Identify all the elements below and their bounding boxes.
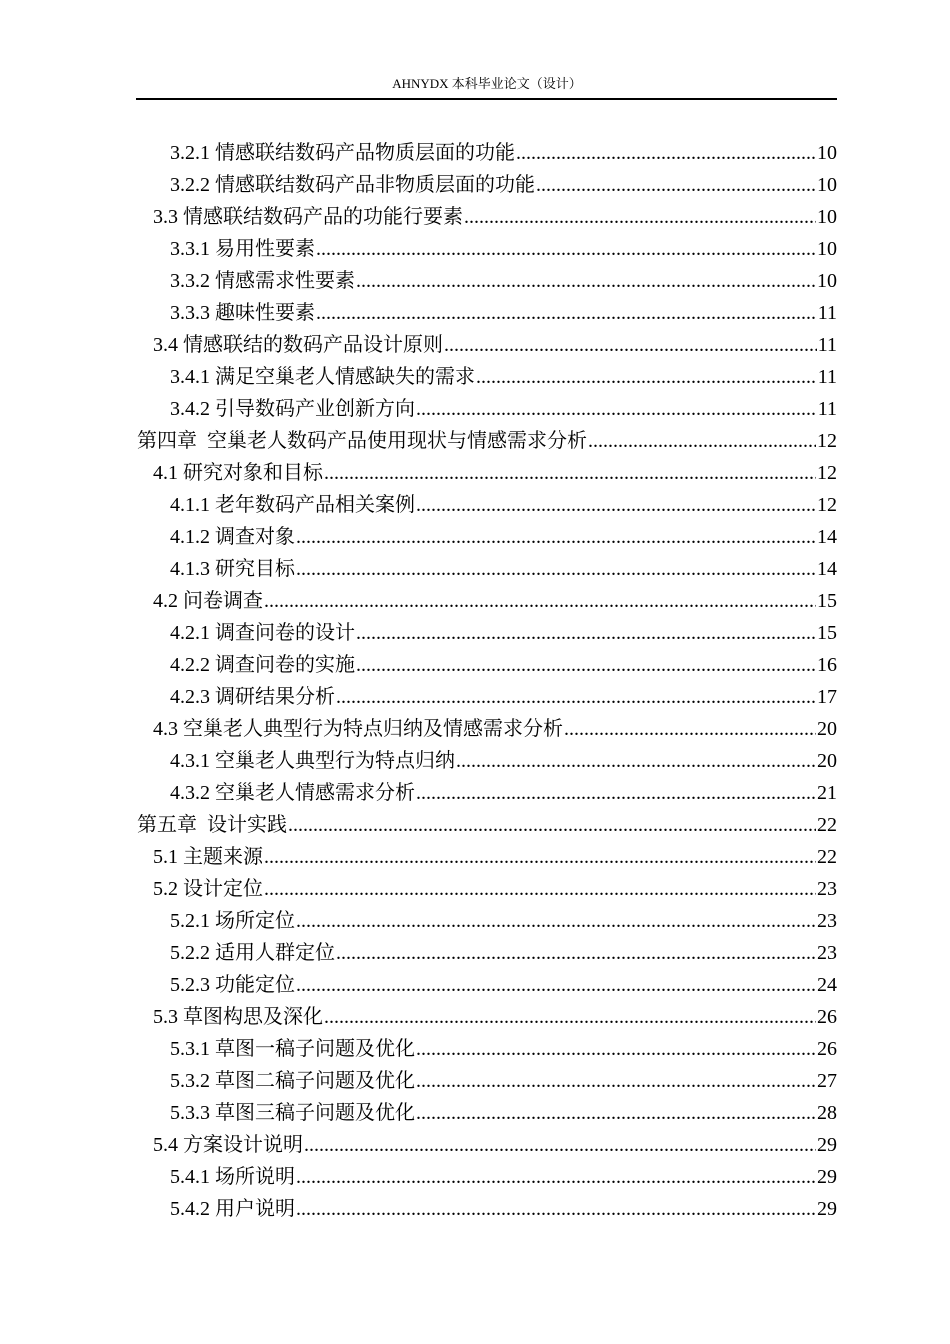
toc-dot-leader: [416, 1065, 816, 1097]
toc-entry[interactable]: [0, 1161, 837, 1193]
toc-dot-leader: [324, 1001, 816, 1033]
toc-entry-number: 4.3.1: [170, 750, 215, 772]
toc-entry-page-number: 29: [817, 1198, 837, 1220]
toc-dot-leader: [264, 585, 816, 617]
toc-dot-leader: [516, 137, 816, 169]
toc-entry-title: 空巢老人典型行为特点归纳: [215, 750, 455, 772]
toc-entry[interactable]: [0, 489, 837, 521]
toc-dot-leader: [336, 681, 816, 713]
table-of-contents: [0, 137, 950, 1225]
toc-entry-number: 4.2.3: [170, 686, 215, 708]
toc-entry-page-number: 20: [817, 750, 837, 772]
toc-entry-title: 调查问卷的实施: [215, 654, 355, 676]
toc-entry-page-number: 26: [817, 1006, 837, 1028]
toc-entry-page-number: 26: [817, 1038, 837, 1060]
toc-entry[interactable]: [0, 393, 837, 425]
toc-entry-number: 5.2.1: [170, 910, 215, 932]
toc-entry-title: 研究目标: [215, 558, 295, 580]
toc-entry-title: 空巢老人情感需求分析: [215, 782, 415, 804]
toc-dot-leader: [356, 649, 816, 681]
toc-dot-leader: [316, 233, 816, 265]
toc-entry-number: 4.2.2: [170, 654, 215, 676]
toc-entry-number: 3.4.1: [170, 366, 215, 388]
toc-entry-page-number: 11: [817, 366, 837, 388]
toc-entry-number: 5.2.2: [170, 942, 215, 964]
toc-entry-number: 3.3.1: [170, 238, 215, 260]
toc-entry-number: 4.2: [153, 590, 183, 612]
toc-entry-title: 老年数码产品相关案例: [215, 494, 415, 516]
toc-entry[interactable]: [0, 137, 837, 169]
toc-entry-page-number: 23: [817, 910, 837, 932]
toc-dot-leader: [416, 1033, 816, 1065]
toc-entry-number: 4.3: [153, 718, 183, 740]
toc-entry-number: 5.4: [153, 1134, 183, 1156]
toc-entry[interactable]: [0, 937, 837, 969]
toc-entry[interactable]: [0, 265, 837, 297]
toc-entry[interactable]: [0, 713, 837, 745]
toc-entry-title: 情感联结数码产品的功能行要素: [183, 206, 463, 228]
toc-entry-number: 5.3.3: [170, 1102, 215, 1124]
toc-dot-leader: [296, 521, 816, 553]
toc-entry-title: 调查对象: [215, 526, 295, 548]
toc-entry-title: 草图三稿子问题及优化: [215, 1102, 415, 1124]
toc-entry[interactable]: [0, 681, 837, 713]
toc-entry[interactable]: [0, 425, 837, 457]
toc-dot-leader: [296, 969, 816, 1001]
toc-entry-number: 4.2.1: [170, 622, 215, 644]
toc-entry-title: 场所说明: [215, 1166, 295, 1188]
toc-entry-page-number: 14: [817, 558, 837, 580]
toc-dot-leader: [264, 841, 816, 873]
toc-entry-page-number: 10: [817, 238, 837, 260]
toc-dot-leader: [296, 905, 816, 937]
toc-dot-leader: [444, 329, 817, 361]
toc-entry-title: 引导数码产业创新方向: [215, 398, 415, 420]
toc-entry[interactable]: [0, 521, 837, 553]
toc-dot-leader: [336, 937, 816, 969]
toc-entry-number: 5.4.1: [170, 1166, 215, 1188]
toc-entry-number: 第四章: [137, 430, 207, 452]
toc-entry-number: 5.3.1: [170, 1038, 215, 1060]
toc-entry-title: 方案设计说明: [183, 1134, 303, 1156]
toc-dot-leader: [356, 265, 816, 297]
toc-entry-page-number: 20: [817, 718, 837, 740]
toc-entry[interactable]: [0, 969, 837, 1001]
toc-entry[interactable]: [0, 201, 837, 233]
toc-entry-title: 草图构思及深化: [183, 1006, 323, 1028]
toc-entry-page-number: 10: [817, 174, 837, 196]
toc-entry-title: 情感需求性要素: [215, 270, 355, 292]
toc-dot-leader: [536, 169, 816, 201]
toc-dot-leader: [356, 617, 816, 649]
toc-entry[interactable]: [0, 649, 837, 681]
toc-entry-title: 空巢老人典型行为特点归纳及情感需求分析: [183, 718, 563, 740]
toc-entry-title: 场所定位: [215, 910, 295, 932]
toc-entry-page-number: 27: [817, 1070, 837, 1092]
toc-dot-leader: [416, 489, 816, 521]
toc-entry-title: 主题来源: [183, 846, 263, 868]
toc-entry[interactable]: [0, 1193, 837, 1225]
toc-entry[interactable]: [0, 329, 837, 361]
toc-entry[interactable]: [0, 233, 837, 265]
toc-dot-leader: [316, 297, 817, 329]
toc-entry-title: 易用性要素: [215, 238, 315, 260]
toc-entry[interactable]: [0, 361, 837, 393]
toc-entry-page-number: 23: [817, 878, 837, 900]
toc-entry[interactable]: [0, 553, 837, 585]
toc-entry-page-number: 10: [817, 206, 837, 228]
toc-entry[interactable]: [0, 745, 837, 777]
toc-entry-page-number: 29: [817, 1166, 837, 1188]
toc-entry-number: 4.1.2: [170, 526, 215, 548]
toc-entry-title: 适用人群定位: [215, 942, 335, 964]
toc-entry-number: 4.1.1: [170, 494, 215, 516]
toc-entry-page-number: 16: [817, 654, 837, 676]
toc-entry-title: 设计实践: [207, 814, 287, 836]
toc-dot-leader: [296, 553, 816, 585]
toc-dot-leader: [416, 777, 816, 809]
toc-entry-number: 5.2.3: [170, 974, 215, 996]
toc-entry[interactable]: [0, 169, 837, 201]
toc-entry-page-number: 11: [817, 398, 837, 420]
toc-entry-title: 草图二稿子问题及优化: [215, 1070, 415, 1092]
toc-entry[interactable]: [0, 777, 837, 809]
toc-entry-page-number: 14: [817, 526, 837, 548]
toc-entry-page-number: 15: [817, 622, 837, 644]
toc-entry-number: 3.2.2: [170, 174, 215, 196]
toc-entry-title: 草图一稿子问题及优化: [215, 1038, 415, 1060]
toc-entry[interactable]: [0, 1129, 837, 1161]
toc-entry-title: 用户说明: [215, 1198, 295, 1220]
toc-dot-leader: [296, 1193, 816, 1225]
toc-entry[interactable]: [0, 1097, 837, 1129]
toc-entry-page-number: 24: [817, 974, 837, 996]
toc-entry-page-number: 29: [817, 1134, 837, 1156]
toc-entry-number: 3.4.2: [170, 398, 215, 420]
toc-dot-leader: [416, 393, 817, 425]
toc-entry-page-number: 22: [817, 846, 837, 868]
toc-entry-number: 4.1.3: [170, 558, 215, 580]
toc-entry-title: 功能定位: [215, 974, 295, 996]
toc-entry-title: 设计定位: [183, 878, 263, 900]
toc-entry[interactable]: [0, 585, 837, 617]
toc-entry-number: 3.2.1: [170, 142, 215, 164]
toc-entry[interactable]: [0, 457, 837, 489]
toc-entry[interactable]: [0, 1033, 837, 1065]
toc-entry[interactable]: [0, 617, 837, 649]
toc-dot-leader: [264, 873, 816, 905]
page-header: AHNYDX 本科毕业论文（设计）: [392, 76, 582, 91]
toc-entry-title: 情感联结的数码产品设计原则: [183, 334, 443, 356]
toc-entry-page-number: 12: [817, 430, 837, 452]
toc-entry-title: 问卷调查: [183, 590, 263, 612]
toc-dot-leader: [456, 745, 816, 777]
toc-entry-page-number: 15: [817, 590, 837, 612]
toc-dot-leader: [304, 1129, 816, 1161]
toc-entry-number: 4.3.2: [170, 782, 215, 804]
toc-entry-title: 情感联结数码产品物质层面的功能: [215, 142, 515, 164]
toc-entry-number: 5.1: [153, 846, 183, 868]
toc-entry-number: 5.2: [153, 878, 183, 900]
toc-entry-title: 研究对象和目标: [183, 462, 323, 484]
toc-entry-number: 3.4: [153, 334, 183, 356]
toc-entry[interactable]: [0, 809, 837, 841]
toc-entry-page-number: 28: [817, 1102, 837, 1124]
toc-dot-leader: [324, 457, 816, 489]
toc-entry-page-number: 21: [817, 782, 837, 804]
toc-entry[interactable]: [0, 873, 837, 905]
toc-entry-page-number: 22: [817, 814, 837, 836]
toc-entry-number: 3.3.3: [170, 302, 215, 324]
toc-dot-leader: [296, 1161, 816, 1193]
toc-entry-title: 情感联结数码产品非物质层面的功能: [215, 174, 535, 196]
toc-entry-page-number: 11: [817, 302, 837, 324]
toc-entry-page-number: 17: [817, 686, 837, 708]
toc-entry-number: 第五章: [137, 814, 207, 836]
toc-entry-page-number: 12: [817, 462, 837, 484]
toc-dot-leader: [564, 713, 816, 745]
toc-entry[interactable]: [0, 1001, 837, 1033]
toc-entry-page-number: 11: [817, 334, 837, 356]
toc-entry[interactable]: [0, 905, 837, 937]
toc-entry-number: 5.4.2: [170, 1198, 215, 1220]
toc-dot-leader: [588, 425, 816, 457]
toc-entry-title: 调查问卷的设计: [215, 622, 355, 644]
header-divider: [136, 98, 837, 100]
toc-entry[interactable]: [0, 1065, 837, 1097]
toc-entry-number: 5.3: [153, 1006, 183, 1028]
toc-entry-number: 3.3: [153, 206, 183, 228]
toc-entry-title: 调研结果分析: [215, 686, 335, 708]
toc-dot-leader: [464, 201, 816, 233]
toc-entry-title: 空巢老人数码产品使用现状与情感需求分析: [207, 430, 587, 452]
toc-entry[interactable]: [0, 841, 837, 873]
toc-entry-title: 满足空巢老人情感缺失的需求: [215, 366, 475, 388]
toc-dot-leader: [416, 1097, 816, 1129]
toc-entry-title: 趣味性要素: [215, 302, 315, 324]
toc-dot-leader: [476, 361, 817, 393]
toc-entry-number: 3.3.2: [170, 270, 215, 292]
toc-entry-page-number: 12: [817, 494, 837, 516]
toc-entry[interactable]: [0, 297, 837, 329]
toc-entry-number: 4.1: [153, 462, 183, 484]
toc-entry-number: 5.3.2: [170, 1070, 215, 1092]
toc-entry-page-number: 10: [817, 142, 837, 164]
toc-entry-page-number: 23: [817, 942, 837, 964]
toc-entry-page-number: 10: [817, 270, 837, 292]
toc-dot-leader: [288, 809, 816, 841]
